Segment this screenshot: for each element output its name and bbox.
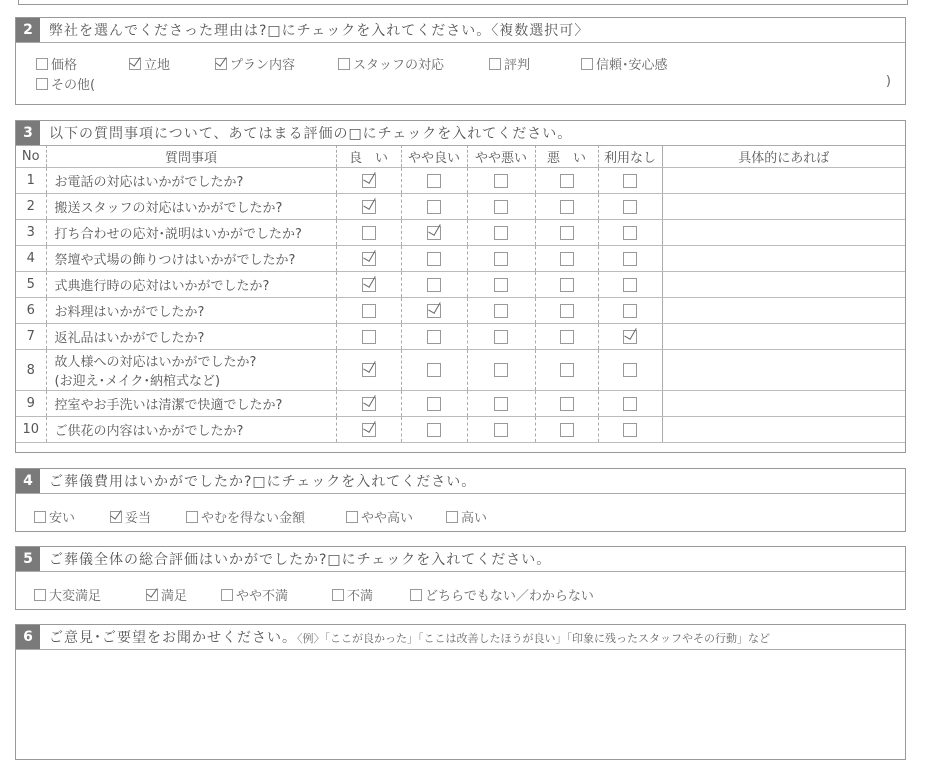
- rating-cell-fairly-good: [401, 220, 467, 246]
- rating-cell-not-used: [598, 324, 662, 350]
- rating-checkbox-fairly-bad[interactable]: [494, 363, 508, 377]
- question-line: ご供花の内容はいかがでしたか?: [54, 424, 244, 439]
- question-number: 6: [16, 298, 46, 324]
- rating-cell-good: [336, 391, 401, 417]
- option-label: やや高い: [361, 511, 414, 526]
- table-row: [16, 350, 905, 391]
- checkbox[interactable]: [36, 78, 48, 90]
- rating-cell-fairly-bad: [467, 324, 535, 350]
- previous-section-edge: [18, 0, 908, 5]
- rating-cell-not-used: [598, 168, 662, 194]
- comment-cell[interactable]: [662, 246, 905, 272]
- question-text: [46, 391, 336, 417]
- question-subline: (お迎え･メイク･納棺式など): [54, 374, 221, 389]
- comment-cell[interactable]: [662, 417, 905, 443]
- section-title: ご葬儀費用はいかがでしたか?□にチェックを入れてください。: [49, 474, 477, 490]
- section-2-header: [16, 18, 905, 43]
- section-title: 弊社を選んでくださった理由は?□にチェックを入れてください。〈複数選択可〉: [49, 23, 590, 39]
- rating-checkbox-not-used[interactable]: [623, 200, 637, 214]
- rating-checkbox-bad[interactable]: [560, 397, 574, 411]
- rating-cell-bad: [535, 246, 598, 272]
- option-neither[interactable]: [410, 585, 594, 604]
- checkbox[interactable]: [146, 589, 158, 601]
- rating-cell-bad: [535, 272, 598, 298]
- rating-checkbox-bad[interactable]: [560, 252, 574, 266]
- rating-checkbox-not-used[interactable]: [623, 252, 637, 266]
- rating-checkbox-fairly-good[interactable]: [427, 423, 441, 437]
- table-row: [16, 194, 905, 220]
- table-row: [16, 272, 905, 298]
- rating-cell-good: [336, 168, 401, 194]
- comment-cell[interactable]: [662, 168, 905, 194]
- rating-cell-fairly-bad: [467, 298, 535, 324]
- section-6-comments: [15, 624, 906, 760]
- rating-checkbox-bad[interactable]: [560, 174, 574, 188]
- section-5-overall: [15, 546, 906, 610]
- rating-checkbox-good[interactable]: [362, 200, 376, 214]
- question-number: 2: [16, 194, 46, 220]
- rating-cell-good: [336, 220, 401, 246]
- rating-cell-fairly-bad: [467, 194, 535, 220]
- rating-checkbox-bad[interactable]: [560, 363, 574, 377]
- rating-checkbox-fairly-good[interactable]: [427, 174, 441, 188]
- comment-cell[interactable]: [662, 350, 905, 391]
- checkbox[interactable]: [581, 58, 593, 70]
- rating-checkbox-good[interactable]: [362, 397, 376, 411]
- question-line: 打ち合わせの応対･説明はいかがでしたか?: [54, 227, 302, 242]
- rating-cell-fairly-good: [401, 417, 467, 443]
- rating-checkbox-fairly-bad[interactable]: [494, 278, 508, 292]
- checkbox[interactable]: [129, 58, 141, 70]
- rating-checkbox-fairly-bad[interactable]: [494, 252, 508, 266]
- section-6-header: [16, 625, 905, 650]
- cost-options: [16, 507, 905, 527]
- section-3-evaluation: [15, 120, 906, 453]
- question-number: 4: [16, 246, 46, 272]
- checkbox[interactable]: [338, 58, 350, 70]
- option-other[interactable]: [36, 74, 95, 93]
- option-label: 価格: [51, 58, 78, 73]
- question-number: 9: [16, 391, 46, 417]
- section-2-reason: [15, 17, 906, 105]
- option-unavoidable[interactable]: [186, 507, 305, 526]
- question-text: [46, 324, 336, 350]
- option-cheap[interactable]: [34, 507, 75, 526]
- option-plan[interactable]: [215, 54, 295, 73]
- question-text: [46, 298, 336, 324]
- option-satisfied[interactable]: [146, 585, 187, 604]
- option-reputation[interactable]: [489, 54, 530, 73]
- question-text: [46, 220, 336, 246]
- rating-checkbox-not-used[interactable]: [623, 304, 637, 318]
- rating-cell-bad: [535, 194, 598, 220]
- checkbox[interactable]: [110, 511, 122, 523]
- rating-cell-bad: [535, 298, 598, 324]
- rating-checkbox-fairly-good[interactable]: [427, 363, 441, 377]
- question-line: 故人様への対応はいかがでしたか?: [54, 355, 257, 370]
- table-row: [16, 246, 905, 272]
- section-number: 4: [16, 469, 40, 493]
- option-label: 信頼･安心感: [596, 58, 668, 73]
- column-header-good: 良 い: [336, 145, 401, 168]
- rating-checkbox-fairly-good[interactable]: [427, 252, 441, 266]
- question-text: [46, 194, 336, 220]
- rating-cell-fairly-bad: [467, 417, 535, 443]
- comments-answer-area[interactable]: [16, 650, 905, 758]
- rating-checkbox-fairly-bad[interactable]: [494, 330, 508, 344]
- question-number: 10: [16, 417, 46, 443]
- rating-checkbox-good[interactable]: [362, 252, 376, 266]
- rating-checkbox-good[interactable]: [362, 423, 376, 437]
- section-number: 6: [16, 625, 40, 649]
- section-title: ご葬儀全体の総合評価はいかがでしたか?□にチェックを入れてください。: [49, 552, 552, 568]
- rating-checkbox-not-used[interactable]: [623, 363, 637, 377]
- column-header-comments: 具体的にあれば: [662, 145, 905, 168]
- rating-cell-not-used: [598, 350, 662, 391]
- rating-cell-good: [336, 298, 401, 324]
- question-line: 控室やお手洗いは清潔で快適でしたか?: [54, 398, 283, 413]
- rating-cell-good: [336, 324, 401, 350]
- rating-cell-fairly-good: [401, 246, 467, 272]
- checkbox[interactable]: [332, 589, 344, 601]
- other-close-paren: ): [885, 74, 891, 89]
- option-staff[interactable]: [338, 54, 444, 73]
- checkbox[interactable]: [36, 58, 48, 70]
- section-title-text: ご意見･ご要望をお聞かせください。: [49, 630, 297, 646]
- checkbox[interactable]: [186, 511, 198, 523]
- section-3-header: [16, 121, 905, 146]
- rating-checkbox-bad[interactable]: [560, 423, 574, 437]
- rating-checkbox-fairly-good[interactable]: [427, 330, 441, 344]
- table-header-row: [16, 145, 905, 168]
- question-line: お電話の対応はいかがでしたか?: [54, 175, 244, 190]
- option-label: 評判: [504, 58, 531, 73]
- table-row: [16, 417, 905, 443]
- rating-checkbox-fairly-good[interactable]: [427, 226, 441, 240]
- option-trust[interactable]: [581, 54, 668, 73]
- table-row: [16, 391, 905, 417]
- option-label: 妥当: [125, 511, 152, 526]
- rating-cell-not-used: [598, 391, 662, 417]
- section-5-header: [16, 547, 905, 572]
- rating-cell-fairly-bad: [467, 168, 535, 194]
- rating-checkbox-bad[interactable]: [560, 278, 574, 292]
- comment-cell[interactable]: [662, 272, 905, 298]
- rating-cell-bad: [535, 350, 598, 391]
- comment-cell[interactable]: [662, 220, 905, 246]
- rating-checkbox-not-used[interactable]: [623, 397, 637, 411]
- question-number: 1: [16, 168, 46, 194]
- rating-checkbox-not-used[interactable]: [623, 174, 637, 188]
- question-text: [46, 350, 336, 391]
- question-text: [46, 272, 336, 298]
- rating-checkbox-fairly-bad[interactable]: [494, 423, 508, 437]
- rating-cell-fairly-bad: [467, 350, 535, 391]
- question-text: [46, 417, 336, 443]
- question-line: 式典進行時の応対はいかがでしたか?: [54, 279, 270, 294]
- option-somewhat-expensive[interactable]: [346, 507, 413, 526]
- rating-cell-fairly-good: [401, 168, 467, 194]
- rating-cell-bad: [535, 391, 598, 417]
- rating-checkbox-good[interactable]: [362, 174, 376, 188]
- rating-checkbox-good[interactable]: [362, 304, 376, 318]
- table-row: [16, 324, 905, 350]
- rating-checkbox-not-used[interactable]: [623, 226, 637, 240]
- option-very-satisfied[interactable]: [34, 585, 101, 604]
- question-line: 祭壇や式場の飾りつけはいかがでしたか?: [54, 253, 296, 268]
- question-line: お料理はいかがでしたか?: [54, 305, 205, 320]
- question-number: 3: [16, 220, 46, 246]
- rating-checkbox-not-used[interactable]: [623, 278, 637, 292]
- table-row: [16, 168, 905, 194]
- checkbox[interactable]: [446, 511, 458, 523]
- comment-cell[interactable]: [662, 194, 905, 220]
- rating-cell-not-used: [598, 194, 662, 220]
- rating-cell-fairly-good: [401, 298, 467, 324]
- rating-checkbox-bad[interactable]: [560, 200, 574, 214]
- section-number: 3: [16, 121, 40, 145]
- rating-checkbox-not-used[interactable]: [623, 330, 637, 344]
- rating-cell-fairly-bad: [467, 272, 535, 298]
- rating-cell-good: [336, 417, 401, 443]
- checkbox[interactable]: [410, 589, 422, 601]
- option-label: その他(: [51, 78, 96, 93]
- rating-cell-good: [336, 272, 401, 298]
- question-number: 7: [16, 324, 46, 350]
- checkbox[interactable]: [221, 589, 233, 601]
- rating-cell-not-used: [598, 272, 662, 298]
- rating-checkbox-bad[interactable]: [560, 226, 574, 240]
- column-header-question: 質問事項: [46, 145, 336, 168]
- rating-cell-fairly-good: [401, 272, 467, 298]
- option-label: プラン内容: [230, 58, 296, 73]
- rating-checkbox-fairly-good[interactable]: [427, 278, 441, 292]
- rating-cell-fairly-good: [401, 391, 467, 417]
- rating-cell-not-used: [598, 246, 662, 272]
- option-label: 満足: [161, 589, 188, 604]
- rating-cell-bad: [535, 168, 598, 194]
- rating-checkbox-not-used[interactable]: [623, 423, 637, 437]
- question-text: [46, 246, 336, 272]
- option-reasonable[interactable]: [110, 507, 151, 526]
- checkbox[interactable]: [215, 58, 227, 70]
- overall-options: [16, 585, 905, 605]
- section-number: 2: [16, 18, 40, 42]
- option-label: 立地: [144, 58, 171, 73]
- rating-checkbox-fairly-bad[interactable]: [494, 397, 508, 411]
- option-price[interactable]: [36, 54, 77, 73]
- rating-checkbox-fairly-bad[interactable]: [494, 226, 508, 240]
- option-label: やや不満: [236, 589, 289, 604]
- rating-cell-bad: [535, 417, 598, 443]
- rating-cell-good: [336, 246, 401, 272]
- rating-cell-good: [336, 350, 401, 391]
- rating-cell-not-used: [598, 417, 662, 443]
- column-header-fairly-good: やや良い: [401, 145, 467, 168]
- option-dissatisfied[interactable]: [332, 585, 373, 604]
- rating-checkbox-fairly-good[interactable]: [427, 200, 441, 214]
- option-label: やむを得ない金額: [201, 511, 306, 526]
- section-example-note: 〈例〉「ここが良かった」「ここは改善したほうが良い」「印象に残ったスタッフやその行動」など: [297, 632, 770, 645]
- rating-checkbox-fairly-good[interactable]: [427, 304, 441, 318]
- question-number: 5: [16, 272, 46, 298]
- rating-checkbox-bad[interactable]: [560, 304, 574, 318]
- evaluation-table: [16, 145, 905, 443]
- question-number: 8: [16, 350, 46, 391]
- option-expensive[interactable]: [446, 507, 487, 526]
- rating-cell-fairly-good: [401, 324, 467, 350]
- rating-checkbox-fairly-bad[interactable]: [494, 200, 508, 214]
- checkbox[interactable]: [34, 511, 46, 523]
- option-somewhat-dissatisfied[interactable]: [221, 585, 288, 604]
- rating-cell-fairly-good: [401, 350, 467, 391]
- rating-cell-fairly-good: [401, 194, 467, 220]
- checkbox[interactable]: [346, 511, 358, 523]
- column-header-fairly-bad: やや悪い: [467, 145, 535, 168]
- rating-cell-bad: [535, 220, 598, 246]
- rating-cell-not-used: [598, 220, 662, 246]
- rating-checkbox-good[interactable]: [362, 278, 376, 292]
- option-label: 不満: [347, 589, 374, 604]
- table-row: [16, 220, 905, 246]
- column-header-bad: 悪 い: [535, 145, 598, 168]
- rating-cell-bad: [535, 324, 598, 350]
- column-header-no: No: [16, 145, 46, 168]
- reason-options: [16, 54, 905, 98]
- section-number: 5: [16, 547, 40, 571]
- rating-checkbox-good[interactable]: [362, 226, 376, 240]
- option-label: 安い: [49, 511, 76, 526]
- rating-cell-fairly-bad: [467, 391, 535, 417]
- rating-checkbox-fairly-good[interactable]: [427, 397, 441, 411]
- column-header-not-used: 利用なし: [598, 145, 662, 168]
- table-row: [16, 298, 905, 324]
- question-line: 返礼品はいかがでしたか?: [54, 331, 205, 346]
- comment-cell[interactable]: [662, 324, 905, 350]
- rating-checkbox-good[interactable]: [362, 330, 376, 344]
- comment-cell[interactable]: [662, 391, 905, 417]
- comment-cell[interactable]: [662, 298, 905, 324]
- rating-checkbox-good[interactable]: [362, 363, 376, 377]
- checkbox[interactable]: [489, 58, 501, 70]
- rating-cell-good: [336, 194, 401, 220]
- option-location[interactable]: [129, 54, 170, 73]
- option-label: 大変満足: [49, 589, 102, 604]
- question-text: [46, 168, 336, 194]
- rating-checkbox-bad[interactable]: [560, 330, 574, 344]
- checkbox[interactable]: [34, 589, 46, 601]
- option-label: どちらでもない／わからない: [425, 589, 594, 604]
- question-line: 搬送スタッフの対応はいかがでしたか?: [54, 201, 283, 216]
- section-title: [49, 627, 770, 647]
- rating-cell-not-used: [598, 298, 662, 324]
- rating-checkbox-fairly-bad[interactable]: [494, 304, 508, 318]
- option-label: 高い: [461, 511, 488, 526]
- section-4-cost: [15, 468, 906, 532]
- section-4-header: [16, 469, 905, 494]
- rating-cell-fairly-bad: [467, 246, 535, 272]
- rating-checkbox-fairly-bad[interactable]: [494, 174, 508, 188]
- option-label: スタッフの対応: [353, 58, 445, 73]
- section-title: 以下の質問事項について、あてはまる評価の□にチェックを入れてください。: [49, 126, 573, 142]
- rating-cell-fairly-bad: [467, 220, 535, 246]
